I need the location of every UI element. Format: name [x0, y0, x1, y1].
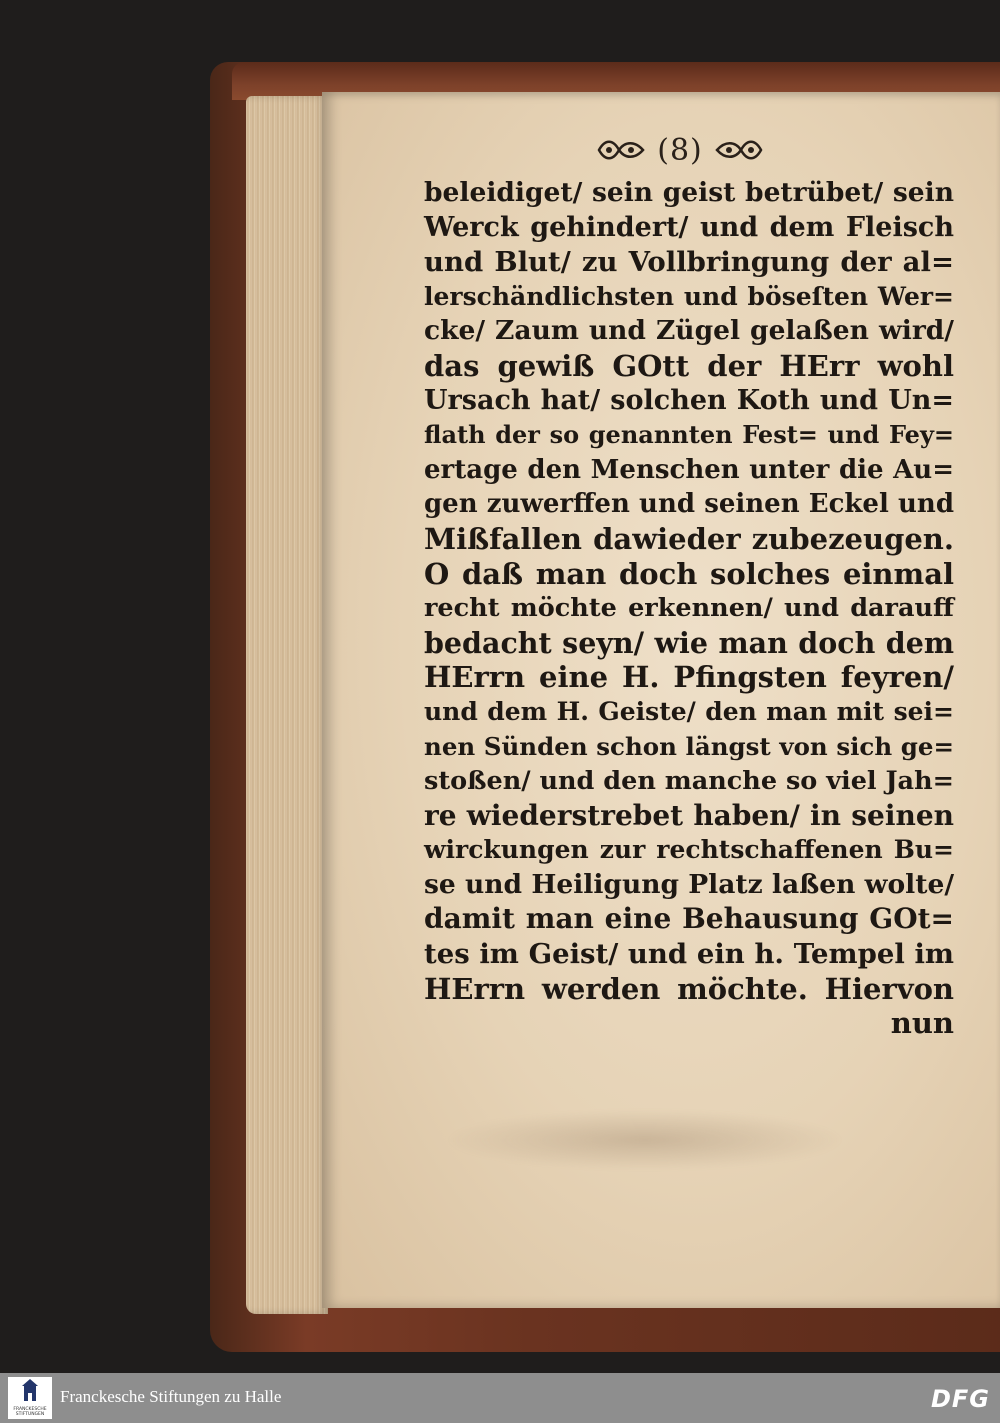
text-line: Werck gehindert/ und dem Fleisch [424, 211, 954, 243]
text-line: wirckungen zur rechtschaffenen Bu= [424, 835, 954, 865]
catchword: nun [890, 1006, 954, 1041]
text-line: stoßen/ und den manche so viel Jah= [424, 766, 954, 797]
text-line: lerschändlichsten und böseſten Wer= [424, 281, 954, 311]
right-ornament-icon [713, 137, 765, 163]
text-line: gen zuwerffen und seinen Eckel und [424, 489, 954, 520]
text-line: flath der so genannten Fest= und Fey= [424, 420, 954, 450]
ink-bleed-through [445, 1110, 845, 1170]
institution-name: Franckesche Stiftungen zu Halle [60, 1387, 282, 1406]
text-line: cke/ Zaum und Zügel gelaßen wird/ [424, 315, 954, 347]
text-line: tes im Geist/ und ein h. Tempel im [424, 938, 954, 971]
text-line: O daß man doch solches einmal [424, 556, 954, 591]
text-line: bedacht seyn/ wie man doch dem [424, 625, 954, 660]
page-header [580, 128, 780, 172]
building-icon [8, 1377, 52, 1407]
page-number: (8) [657, 132, 703, 168]
page-text [424, 176, 954, 1041]
text-line: damit man eine Behausung GOt= [424, 902, 954, 936]
dfg-logo[interactable]: DFG [930, 1385, 990, 1413]
text-line: re wiederstrebet haben/ in seinen [424, 798, 954, 832]
text-line: beleidiget/ sein geist betrübet/ sein [424, 177, 954, 208]
logo-text: FRANCKESCHE STIFTUNGEN [13, 1407, 47, 1417]
left-ornament-icon [595, 137, 647, 163]
text-line: recht möchte erkennen/ und darauff [424, 593, 954, 624]
text-line: Ursach hat/ solchen Koth und Un= [424, 384, 954, 416]
text-line: se und Heiligung Platz laßen wolte/ [424, 868, 954, 900]
text-line: und Blut/ zu Vollbringung der al= [424, 246, 954, 279]
text-line: ertage den Menschen unter die Au= [424, 454, 954, 485]
text-line: HErrn werden möchte. Hiervon [424, 971, 954, 1006]
text-line: nen Sünden schon längst von sich ge= [424, 731, 954, 761]
page-edges [246, 96, 328, 1314]
viewer-footer [0, 1373, 1000, 1423]
text-line: das gewiß GOtt der HErr wohl [424, 348, 954, 383]
text-line: und dem H. Geiste/ den man mit sei= [424, 696, 954, 726]
francke-logo[interactable] [8, 1377, 52, 1419]
text-line: Mißfallen dawieder zubezeugen. [424, 521, 954, 556]
text-line: HErrn eine H. Pfingsten feyren/ [424, 660, 954, 695]
